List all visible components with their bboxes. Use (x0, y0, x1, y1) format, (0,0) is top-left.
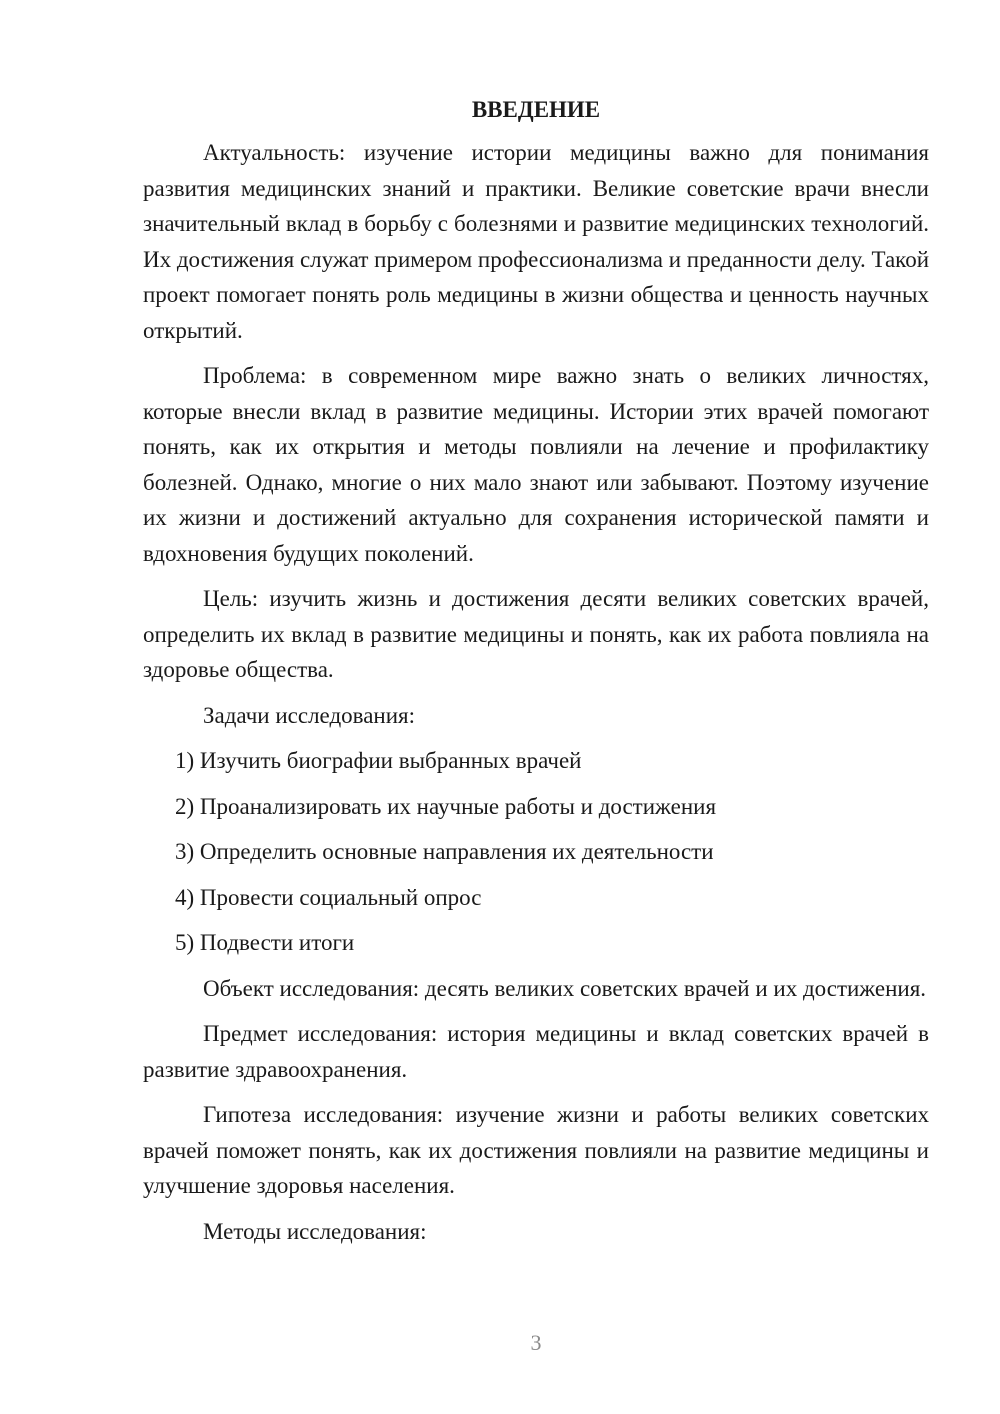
list-item: 3) Определить основные направления их деятельности (175, 839, 714, 864)
page-title: ВВЕДЕНИЕ (471, 97, 601, 122)
list-item: 2) Проанализировать их научные работы и достижения (175, 793, 717, 819)
problem-paragraph: Проблема: в современном мире важно знать о великих личностях, которые внесли вклад в развитие медицины. Истории этих врачей помогают понять, как их открытия и методы повлияли на лечение и профилактику болезней. Однако, многие о них мало знают или забывают. Поэтому изучение их жизни и достижений актуально для сохранения исторической памяти и вдохновения будущих поколений. (143, 363, 929, 566)
list-item: 4) Провести социальный опрос (175, 884, 482, 910)
methods-title: Методы исследования: (203, 1218, 427, 1244)
relevance-paragraph: Актуальность: изучение истории медицины важно для понимания развития медицинских знаний и практики. Великие советские врачи внесли значительный вклад в борьбу с болезнями и развитие медицинских технологий. Их достижения служат примером профессионализма и преданности делу. Такой проект помогает понять роль медицины в жизни общества и ценность научных открытий. (143, 140, 929, 343)
goal-paragraph: Цель: изучить жизнь и достижения десяти великих советских врачей, определить их вклад в развитие медицины и понять, как их работа повлияла на здоровье общества. (143, 586, 929, 682)
document-page (143, 92, 929, 1259)
subject-paragraph: Предмет исследования: история медицины и вклад советских врачей в развитие здравоохранения. (143, 1021, 929, 1082)
list-item: 1) Изучить биографии выбранных врачей (175, 748, 582, 773)
hypothesis-paragraph: Гипотеза исследования: изучение жизни и работы великих советских врачей поможет понять, как их достижения повлияли на развитие медицины и улучшение здоровья населения. (143, 1102, 929, 1198)
list-item: 5) Подвести итоги (175, 930, 355, 955)
object-paragraph: Объект исследования: десять великих советских врачей и их достижения. (203, 975, 927, 1001)
page-number: 3 (530, 1330, 542, 1355)
tasks-title: Задачи исследования: (203, 702, 416, 728)
tasks-list (143, 743, 929, 961)
